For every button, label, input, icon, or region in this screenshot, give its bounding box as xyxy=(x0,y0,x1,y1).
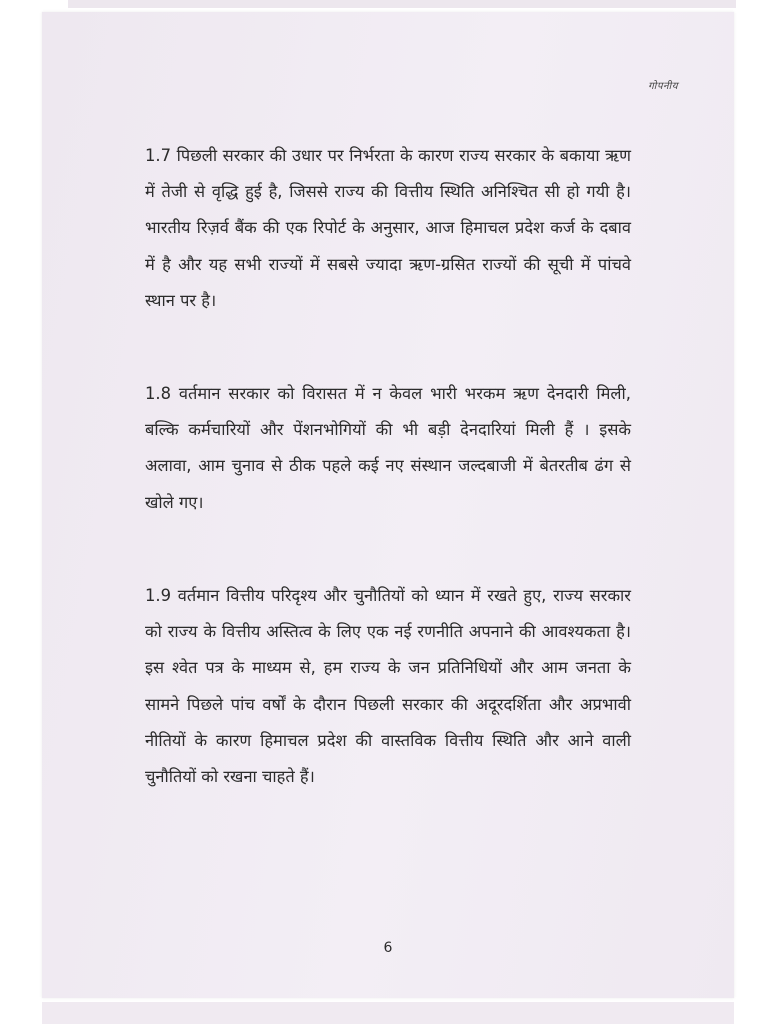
classification-label: गोपनीय xyxy=(648,81,678,92)
page-number: 6 xyxy=(383,940,393,956)
next-page-edge xyxy=(42,1002,734,1024)
paragraph-1-9: 1.9 वर्तमान वित्तीय परिदृश्य और चुनौतियों को ध्यान में रखते हुए, राज्य सरकार को राज्य के वित्तीय अस्तित्व के लिए एक नई रणनीति अपनाने की आवश्यकता है। इस श्वेत पत्र के माध्यम से, हम राज्य के जन प्रतिनिधियों और आम जनता के सामने पिछले पांच वर्षों के दौरान पिछली सरकार की अदूरदर्शिता और अप्रभावी नीतियों के कारण हिमाचल प्रदेश की वास्तविक वित्तीय स्थिति और आने वाली चुनौतियों को रखना चाहते हैं। xyxy=(145,586,631,787)
document-page xyxy=(42,12,734,998)
previous-page-edge xyxy=(68,0,736,8)
paragraph-1-8: 1.8 वर्तमान सरकार को विरासत में न केवल भारी भरकम ऋण देनदारी मिली, बल्कि कर्मचारियों और पेंशनभोगियों की भी बड़ी देनदारियां मिली हैं । इसके अलावा, आम चुनाव से ठीक पहले कई नए संस्थान जल्दबाजी में बेतरतीब ढंग से खोले गए। xyxy=(145,384,631,512)
paragraph-1-7: 1.7 पिछली सरकार की उधार पर निर्भरता के कारण राज्य सरकार के बकाया ऋण में तेजी से वृद्धि हुई है, जिससे राज्य की वित्तीय स्थिति अनिश्चित सी हो गयी है। भारतीय रिज़र्व बैंक की एक रिपोर्ट के अनुसार, आज हिमाचल प्रदेश कर्ज के दबाव में है और यह सभी राज्यों में सबसे ज्यादा ऋण-ग्रसित राज्यों की सूची में पांचवे स्थान पर है। xyxy=(145,146,631,310)
